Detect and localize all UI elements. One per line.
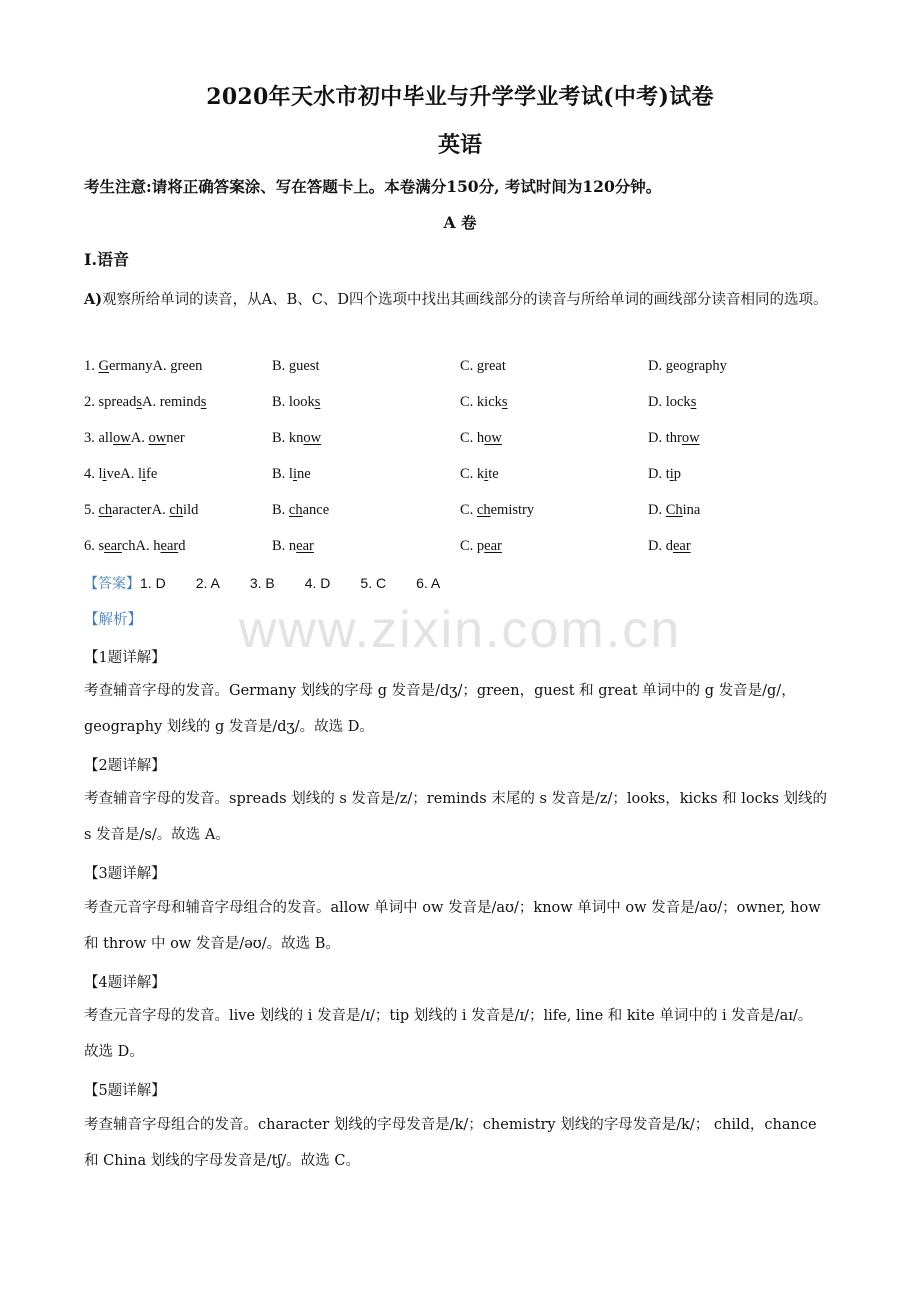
- exam-title: 2020年天水市初中毕业与升学学业考试(中考)试卷: [206, 84, 714, 110]
- answer-item: 3. B: [249, 575, 275, 591]
- section-heading: I.语音: [84, 250, 130, 269]
- option-b: B. chance: [272, 502, 330, 518]
- detail-text-4: 考查元音字母的发音。live 划线的 i 发音是/ɪ/；tip 划线的 i 发音是/ɪ/；life, line 和 kite 单词中的 i 发音是/aɪ/。 故选 D。: [84, 1008, 813, 1060]
- option-b: B. looks: [272, 394, 321, 410]
- option-d: D. geography: [648, 358, 727, 374]
- option-d: D. tip: [648, 466, 682, 482]
- detail-title-1: 【1题详解】: [84, 650, 166, 666]
- question-word: 3. allowA. owner: [84, 430, 185, 446]
- answer-item: 6. A: [416, 575, 441, 591]
- instruction-text: 观察所给单词的读音，从A、B、C、D四个选项中找出其画线部分的读音与所给单词的画线部分读音相同的选项。: [102, 292, 828, 308]
- option-c: C. kicks: [460, 394, 508, 410]
- watermark: www.zixin.com.cn: [238, 601, 682, 659]
- answer-label: 【答案】: [84, 575, 140, 591]
- subject-title: 英语: [437, 132, 482, 158]
- option-c: C. chemistry: [460, 502, 535, 518]
- question-word: 2. spreadsA. reminds: [84, 394, 207, 410]
- exam-notice: 考生注意:请将正确答案涂、写在答题卡上。本卷满分150分, 考试时间为120分钟。: [84, 177, 662, 196]
- detail-title-5: 【5题详解】: [84, 1083, 166, 1099]
- volume-label: A 卷: [443, 213, 477, 232]
- detail-text-2: 考查辅音字母的发音。spreads 划线的 s 发音是/z/；reminds 末尾的 s 发音是/z/；looks，kicks 和 locks 划线的 s 发音是/s/。故选 A。: [84, 791, 828, 843]
- option-b: B. line: [272, 466, 311, 482]
- analysis-label: 【解析】: [84, 612, 142, 628]
- question-word: 4. liveA. life: [84, 466, 158, 482]
- detail-title-4: 【4题详解】: [84, 975, 166, 991]
- option-d: D. throw: [648, 430, 700, 446]
- option-b: B. guest: [272, 358, 320, 374]
- question-word: 1. GermanyA. green: [84, 358, 203, 374]
- detail-text-3: 考查元音字母和辅音字母组合的发音。allow 单词中 ow 发音是/aʊ/；know 单词中 ow 发音是/aʊ/；owner, how 和 throw 中 ow 发音是/əʊ/。故选 B。: [84, 900, 821, 952]
- detail-title-3: 【3题详解】: [84, 866, 166, 882]
- option-d: D. locks: [648, 394, 697, 410]
- answer-item: 1. D: [140, 575, 166, 591]
- option-b: B. near: [272, 538, 314, 554]
- detail-text-5: 考查辅音字母组合的发音。character 划线的字母发音是/k/；chemistry 划线的字母发音是/k/； child，chance 和 China 划线的字母发音是/tʃ/。故选 C。: [84, 1117, 817, 1169]
- option-b: B. know: [272, 430, 322, 446]
- answer-item: 5. C: [360, 575, 387, 591]
- option-d: D. dear: [648, 538, 691, 554]
- detail-text-1: 考查辅音字母的发音。Germany 划线的字母 g 发音是/dʒ/；green，guest 和 great 单词中的 g 发音是/g/， geography 划线的 g 发音是/dʒ/。故选 D。: [84, 683, 796, 735]
- detail-title-2: 【2题详解】: [84, 758, 166, 774]
- instruction-prefix: A): [84, 291, 103, 308]
- question-word: 6. searchA. heard: [84, 538, 186, 554]
- question-word: 5. characterA. child: [84, 502, 199, 518]
- option-c: C. pear: [460, 538, 502, 554]
- answer-item: 4. D: [304, 575, 331, 591]
- option-c: C. great: [460, 358, 506, 374]
- option-c: C. how: [460, 430, 502, 446]
- answer-item: 2. A: [195, 575, 220, 591]
- option-c: C. kite: [460, 466, 499, 482]
- answer-line: [84, 573, 470, 593]
- section-instruction: [84, 282, 836, 318]
- option-d: D. China: [648, 502, 701, 518]
